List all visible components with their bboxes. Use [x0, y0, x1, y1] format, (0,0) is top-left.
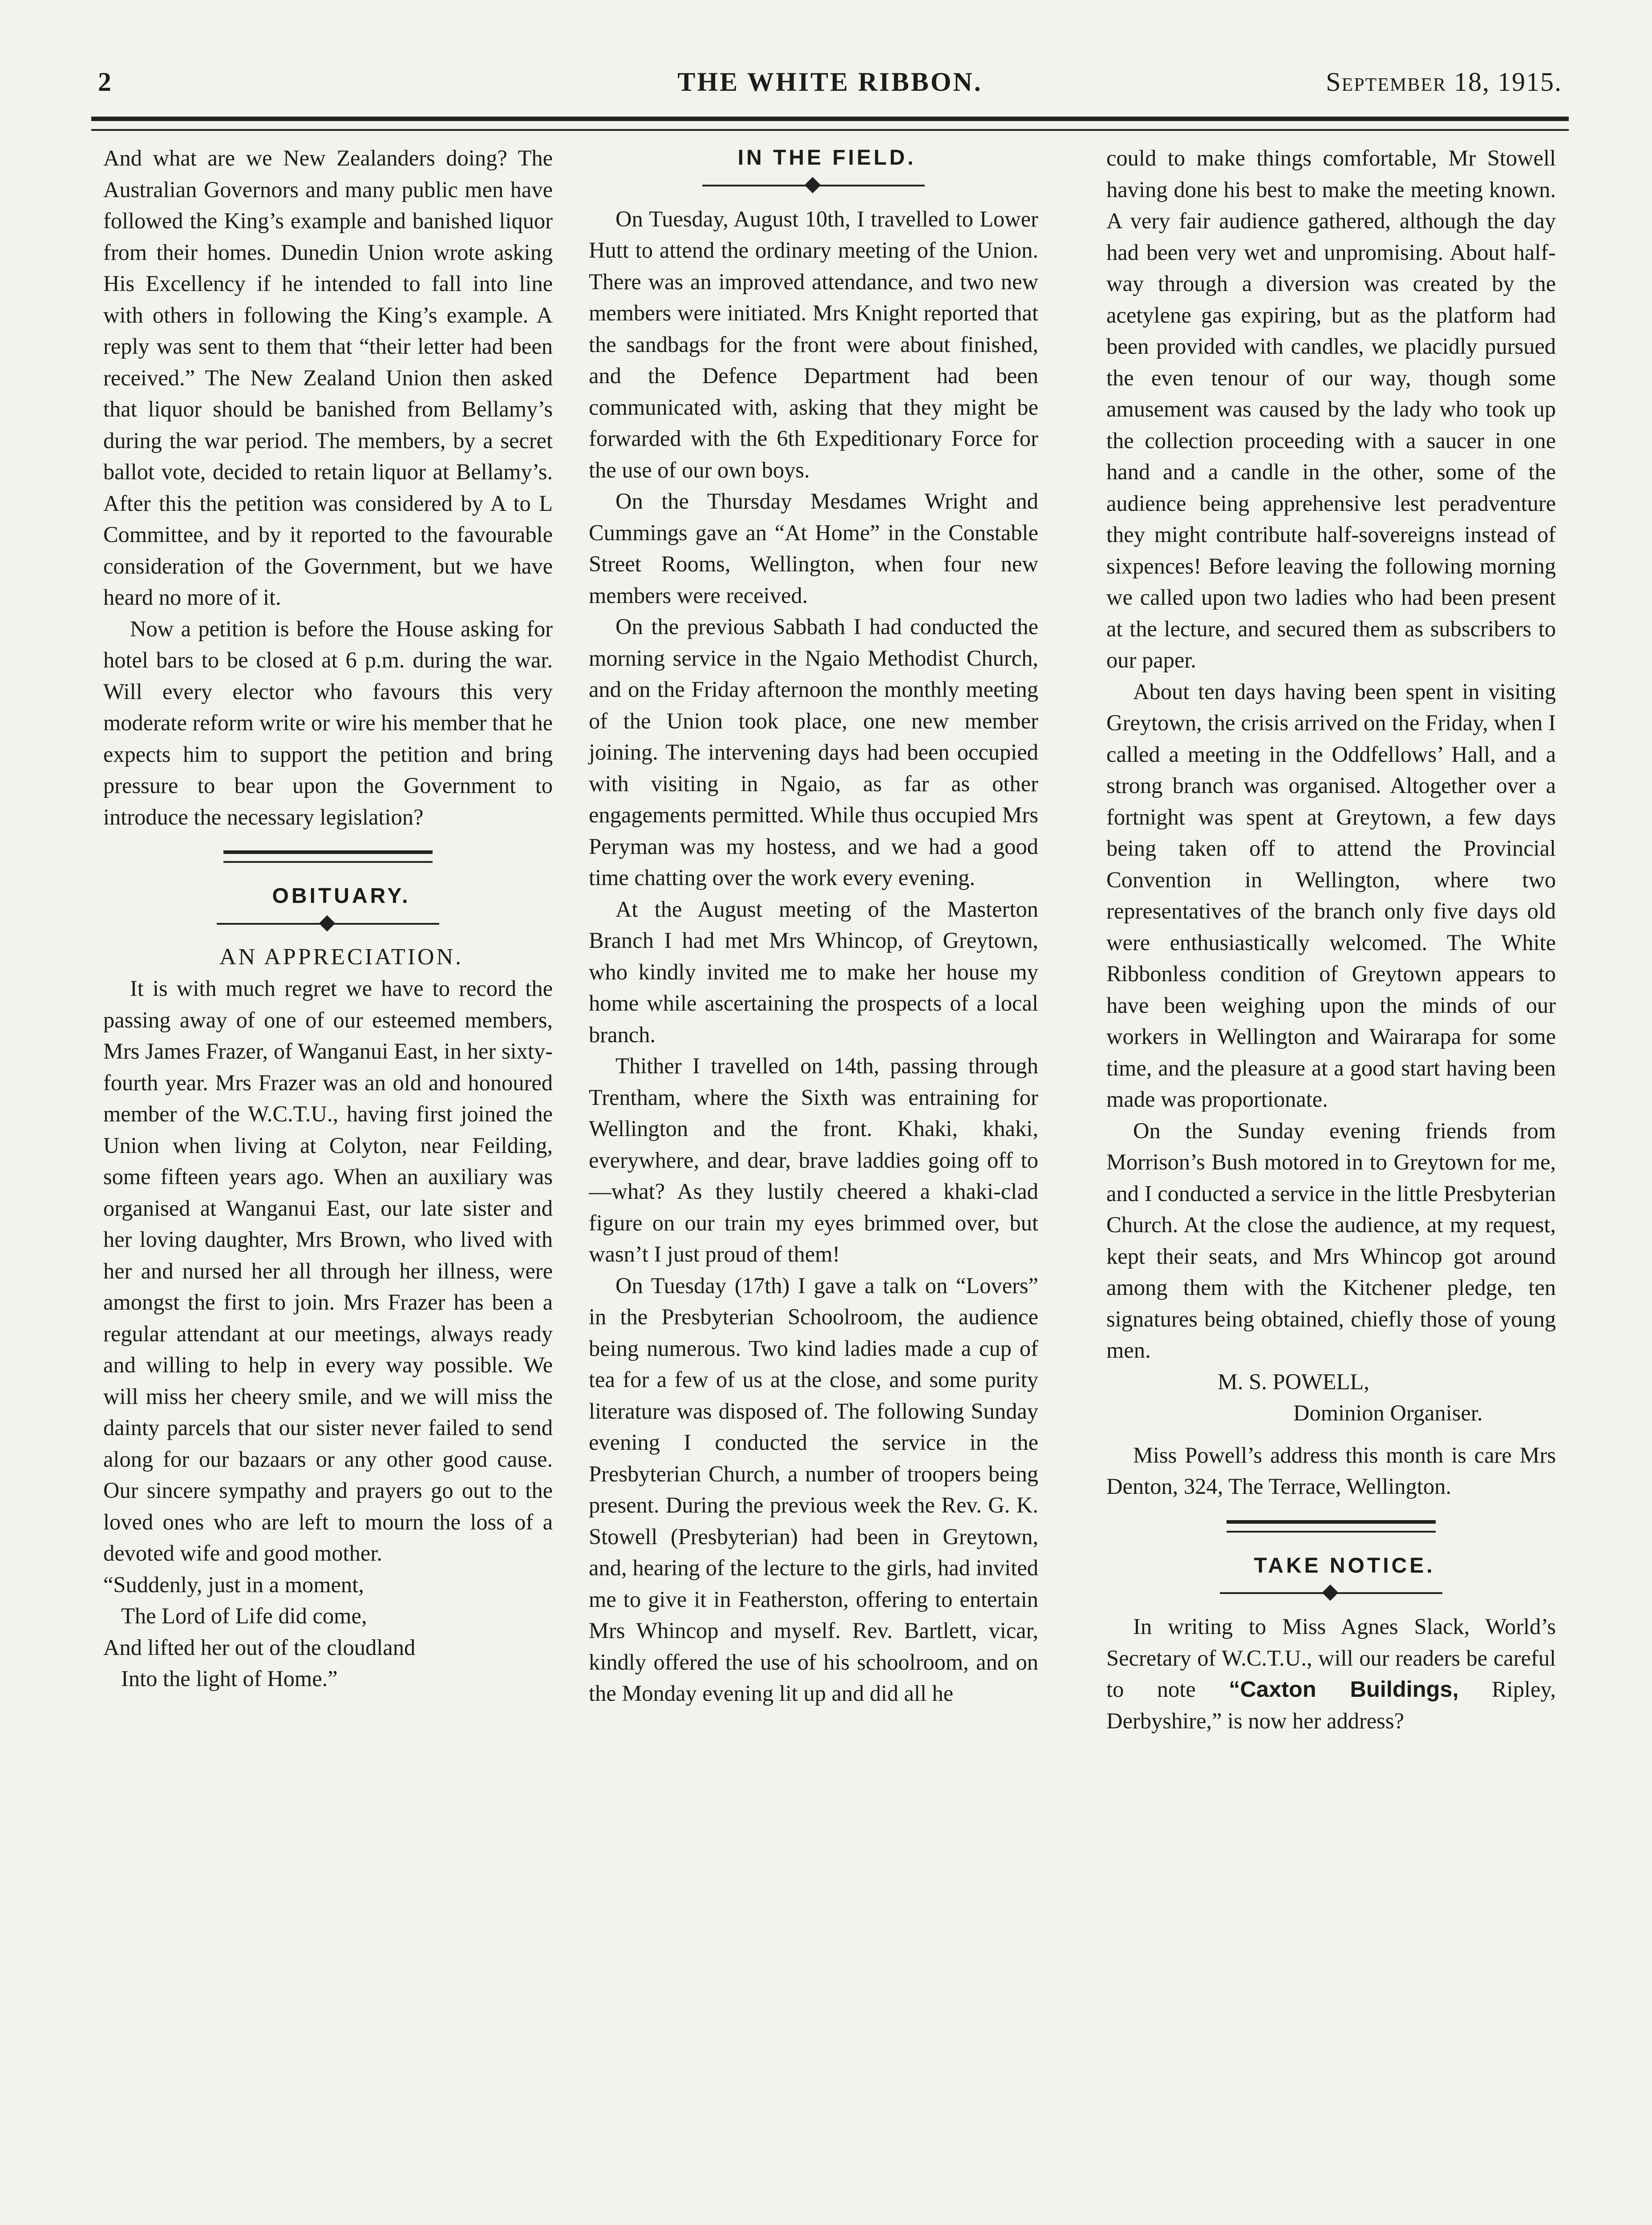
in-the-field-heading: IN THE FIELD.	[737, 146, 916, 170]
paragraph: Thither I travelled on 14th, passing through Trentham, where the Sixth was entraining for Wellington and the front. Khaki, khaki, everywhere, and dear, brave laddies going off to—what? As they lustily cheered a khaki-clad figure on our train my eyes brimmed over, but wasn’t I just proud of them!	[589, 1053, 1038, 1266]
ornament-rule	[702, 177, 925, 194]
section-divider	[1227, 1520, 1436, 1533]
paragraph: could to make things comfortable, Mr Stowell having done his best to make the meeting known. A very fair audience gathered, although the day had been very wet and unpromising. About half-way through a diversion was created by the acetylene gas expiring, but as the platform had been provided with candles, we placidly pursued the even tenour of our way, though some amusement was caused by the lady who took up the collection proceeding with a saucer in one hand and a candle in the other, some of the audience being apprehensive lest peradventure they might contribute half-sovereigns instead of sixpences! Before leaving the following morning we called upon two ladies who had been present at the lecture, and secured them as subscribers to our paper.	[1106, 146, 1556, 672]
notice-text: Ripley, Derbyshire,” is now her address?	[1106, 1677, 1556, 1733]
poem-line: And lifted her out of the cloudland	[103, 1634, 416, 1660]
take-notice-heading: TAKE NOTICE.	[1254, 1553, 1435, 1578]
ornament-rule	[217, 915, 439, 933]
column-3	[1106, 142, 1556, 1736]
notice-paragraph	[1106, 1611, 1556, 1736]
obituary-subheading: AN APPRECIATION.	[219, 944, 464, 970]
column-1	[103, 142, 553, 1695]
publication-title: THE WHITE RIBBON.	[677, 67, 983, 97]
issue-date: September 18, 1915.	[1326, 67, 1562, 97]
paragraph: On Tuesday, August 10th, I travelled to Lower Hutt to attend the ordinary meeting of the Union. There was an improved attendance, and two new members were initiated. Mrs Knight reported that the sandbags for the front were about finished, and the Defence Department had been communicated with, asking that they might be forwarded with the 6th Expeditionary Force for the use of our own boys.	[589, 206, 1038, 482]
poem	[103, 1569, 553, 1695]
paragraph: On the previous Sabbath I had conducted the morning service in the Ngaio Methodist Church, and on the Friday afternoon the monthly meeting of the Union took place, one new member joining. The intervening days had been occupied with visiting in Ngaio, as far as other engagements permitted. While thus occupied Mrs Peryman was my hostess, and we had a good time chatting over the work every evening.	[589, 614, 1038, 890]
paragraph: About ten days having been spent in visiting Greytown, the crisis arrived on the Friday, when I called a meeting in the Oddfellows’ Hall, and a strong branch was organised. Altogether over a fortnight was spent at Greytown, a few days being taken off to attend the Provincial Convention in Wellington, where two representatives of the branch only five days old were enthusiastically welcomed. The White Ribbonless condition of Greytown appears to have been weighing upon the minds of our workers in Wellington and Wairarapa for some time, and the pleasure at a good start having been made was proportionate.	[1106, 679, 1556, 1112]
poem-line: Into the light of Home.”	[121, 1666, 338, 1691]
paragraph: On the Thursday Mesdames Wright and Cummings gave an “At Home” in the Constable Street Rooms, Wellington, when four new members were received.	[589, 489, 1038, 608]
poem-line: The Lord of Life did come,	[121, 1603, 367, 1628]
header-rule	[91, 117, 1569, 131]
notice-bold-address: “Caxton Buildings,	[1229, 1676, 1459, 1702]
page-header	[98, 62, 1562, 111]
paragraph: And what are we New Zealanders doing? The Australian Governors and many public men have followed the King’s example and banished liquor from their homes. Dunedin Union wrote asking His Excellency if he intended to fall into line with others in following the King’s example. A reply was sent to them that “their letter had been received.” The New Zealand Union then asked that liquor should be banished from Bellamy’s during the war period. The members, by a secret ballot vote, decided to retain liquor at Bellamy’s. After this the petition was considered by A to L Committee, and by it reported to the favourable consideration of the Government, but we have heard no more of it.	[103, 146, 553, 610]
signature-title: Dominion Organiser.	[1293, 1400, 1483, 1425]
ornament-rule	[1220, 1584, 1442, 1602]
paragraph: On the Sunday evening friends from Morrison’s Bush motored in to Greytown for me, and I conducted a service in the little Presbyterian Church. At the close the audience, at my request, kept their seats, and Mrs Whincop got around among them with the Kitchener pledge, ten signatures being obtained, chiefly those of young men.	[1106, 1118, 1556, 1363]
poem-line: “Suddenly, just in a moment,	[103, 1572, 364, 1597]
obituary-heading: OBITUARY.	[272, 884, 411, 908]
paragraph: Miss Powell’s address this month is care Mrs Denton, 324, The Terrace, Wellington.	[1106, 1442, 1556, 1499]
paragraph: Now a petition is before the House asking for hotel bars to be closed at 6 p.m. during the war. Will every elector who favours this very moderate reform write or wire his member that he expects him to support the petition and bring pressure to bear upon the Government to introduce the necessary legislation?	[103, 616, 553, 829]
paragraph: At the August meeting of the Masterton Branch I had met Mrs Whincop, of Greytown, who kindly invited me to make her house my home while ascertaining the prospects of a local branch.	[589, 896, 1038, 1047]
signature-name: M. S. POWELL,	[1218, 1369, 1369, 1394]
column-2	[589, 142, 1038, 1709]
paragraph: It is with much regret we have to record the passing away of one of our esteemed members, Mrs James Frazer, of Wanganui East, in her sixty-fourth year. Mrs Frazer was an old and honoured member of the W.C.T.U., having first joined the Union when living at Colyton, near Feilding, some fifteen years ago. When an auxiliary was organised at Wanganui East, our late sister and her loving daughter, Mrs Brown, who lived with her and nursed her all through her illness, were amongst the first to join. Mrs Frazer has been a regular attendant at our meetings, always ready and willing to help in every way possible. We will miss her cheery smile, and we will miss the dainty parcels that our sister never failed to send along for our bazaars or any other good cause. Our sincere sympathy and prayers go out to the loved ones who are left to mourn the loss of a devoted wife and good mother.	[103, 976, 553, 1566]
page-number: 2	[98, 67, 112, 97]
notice-text: In writing to Miss Agnes Slack, World’s Secretary of W.C.T.U., will our readers be careful to note	[1106, 1614, 1556, 1702]
section-divider	[223, 850, 433, 863]
paragraph: On Tuesday (17th) I gave a talk on “Lovers” in the Presbyterian Schoolroom, the audience being numerous. Two kind ladies made a cup of tea for a few of us at the close, and some purity literature was disposed of. The following Sunday evening I conducted the service in the Presbyterian Church, a number of troopers being present. During the previous week the Rev. G. K. Stowell (Presbyterian) had been in Greytown, and, hearing of the lecture to the girls, had invited me to give it in Featherston, offering to entertain Mrs Whincop and myself. Rev. Bartlett, vicar, kindly offered the use of his schoolroom, and on the Monday evening lit up and did all he	[589, 1273, 1038, 1706]
